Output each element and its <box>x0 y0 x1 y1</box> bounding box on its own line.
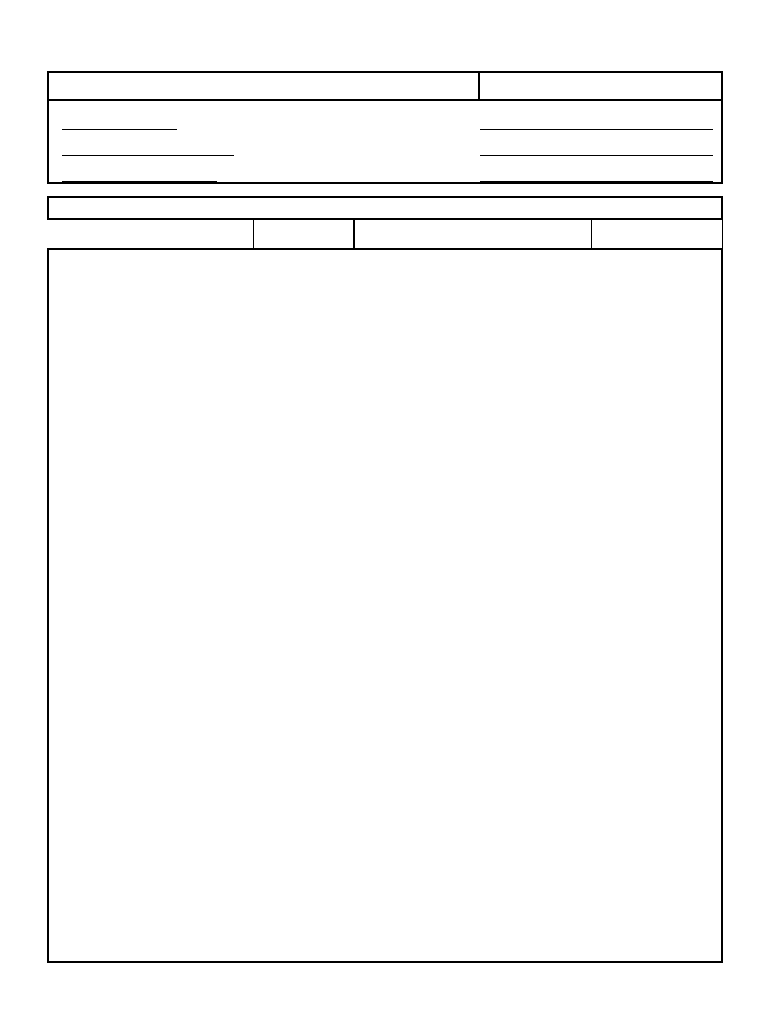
column-header-spacer-right <box>355 220 592 248</box>
hubb-warning <box>47 196 723 220</box>
checklist-table <box>47 248 723 963</box>
vehicle-description-label <box>307 172 477 183</box>
info-row-property <box>57 104 713 130</box>
column-header-spacer-left <box>47 220 253 248</box>
vehicle-description-field[interactable] <box>480 167 713 182</box>
service-date-label[interactable] <box>480 73 721 99</box>
info-row-mileage <box>57 156 713 182</box>
form-title <box>49 73 480 99</box>
tag-number-field[interactable] <box>62 141 234 156</box>
form-title-row <box>49 73 721 101</box>
vendor-location-field[interactable] <box>480 141 713 156</box>
vendor-name-field[interactable] <box>480 115 713 130</box>
property-number-field[interactable] <box>62 115 177 130</box>
column-header-row <box>47 220 723 248</box>
mileage-field[interactable] <box>62 167 217 182</box>
form-header-box <box>47 71 723 184</box>
ok-column-header-left <box>253 220 355 248</box>
info-row-tag <box>57 130 713 156</box>
vehicle-info-area <box>49 101 721 182</box>
ok-column-header-right <box>592 220 723 248</box>
